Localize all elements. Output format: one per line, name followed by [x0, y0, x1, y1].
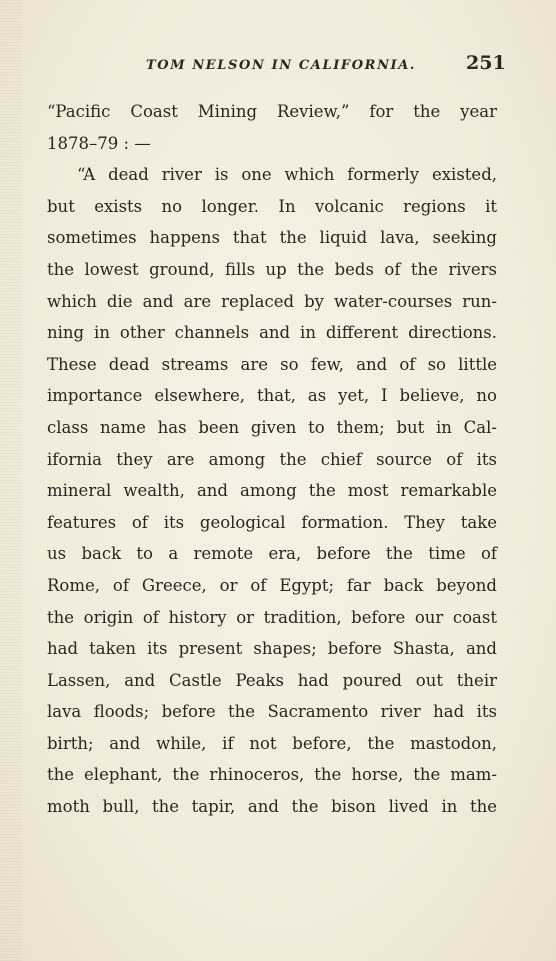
text-line: had taken its present shapes; before Shasta, and	[47, 639, 497, 659]
text-line: the elephant, the rhinoceros, the horse, the mam-	[47, 765, 497, 785]
page-header	[0, 52, 556, 80]
text-line: “Pacific Coast Mining Review,” for the year	[47, 102, 497, 121]
text-line: class name has been given to them; but in Cal-	[47, 417, 497, 437]
page-number: 251	[466, 52, 506, 74]
text-line: Lassen, and Castle Peaks had poured out their	[47, 670, 497, 690]
text-line: ifornia they are among the chief source of its	[47, 449, 497, 469]
text-line: These dead streams are so few, and of so little	[47, 354, 497, 374]
text-line: birth; and while, if not before, the mastodon,	[47, 733, 497, 753]
text-line: “A dead river is one which formerly existed,	[77, 165, 497, 185]
text-line: the origin of history or tradition, before our coast	[47, 607, 497, 627]
text-line: ning in other channels and in different directions.	[47, 323, 497, 343]
body-text	[47, 96, 497, 823]
text-line: Rome, of Greece, or of Egypt; far back beyond	[47, 575, 497, 595]
page-edge-speckle	[0, 0, 22, 961]
text-line: us back to a remote era, before the time of	[47, 544, 497, 564]
text-line: which die and are replaced by water-courses run-	[47, 291, 497, 311]
text-line: lava floods; before the Sacramento river had its	[47, 702, 497, 722]
text-line: 1878–79 : —	[47, 133, 151, 153]
text-line: but exists no longer. In volcanic regions it	[47, 196, 497, 216]
text-line: moth bull, the tapir, and the bison lived in the	[47, 797, 497, 817]
text-line: mineral wealth, and among the most remarkable	[47, 481, 497, 501]
text-line: the lowest ground, fills up the beds of the rivers	[47, 259, 497, 279]
text-line: importance elsewhere, that, as yet, I believe, no	[47, 386, 497, 406]
running-head: TOM NELSON IN CALIFORNIA.	[146, 58, 417, 73]
text-line: sometimes happens that the liquid lava, seeking	[47, 228, 497, 248]
text-line: features of its geological formation. They take	[47, 512, 497, 532]
